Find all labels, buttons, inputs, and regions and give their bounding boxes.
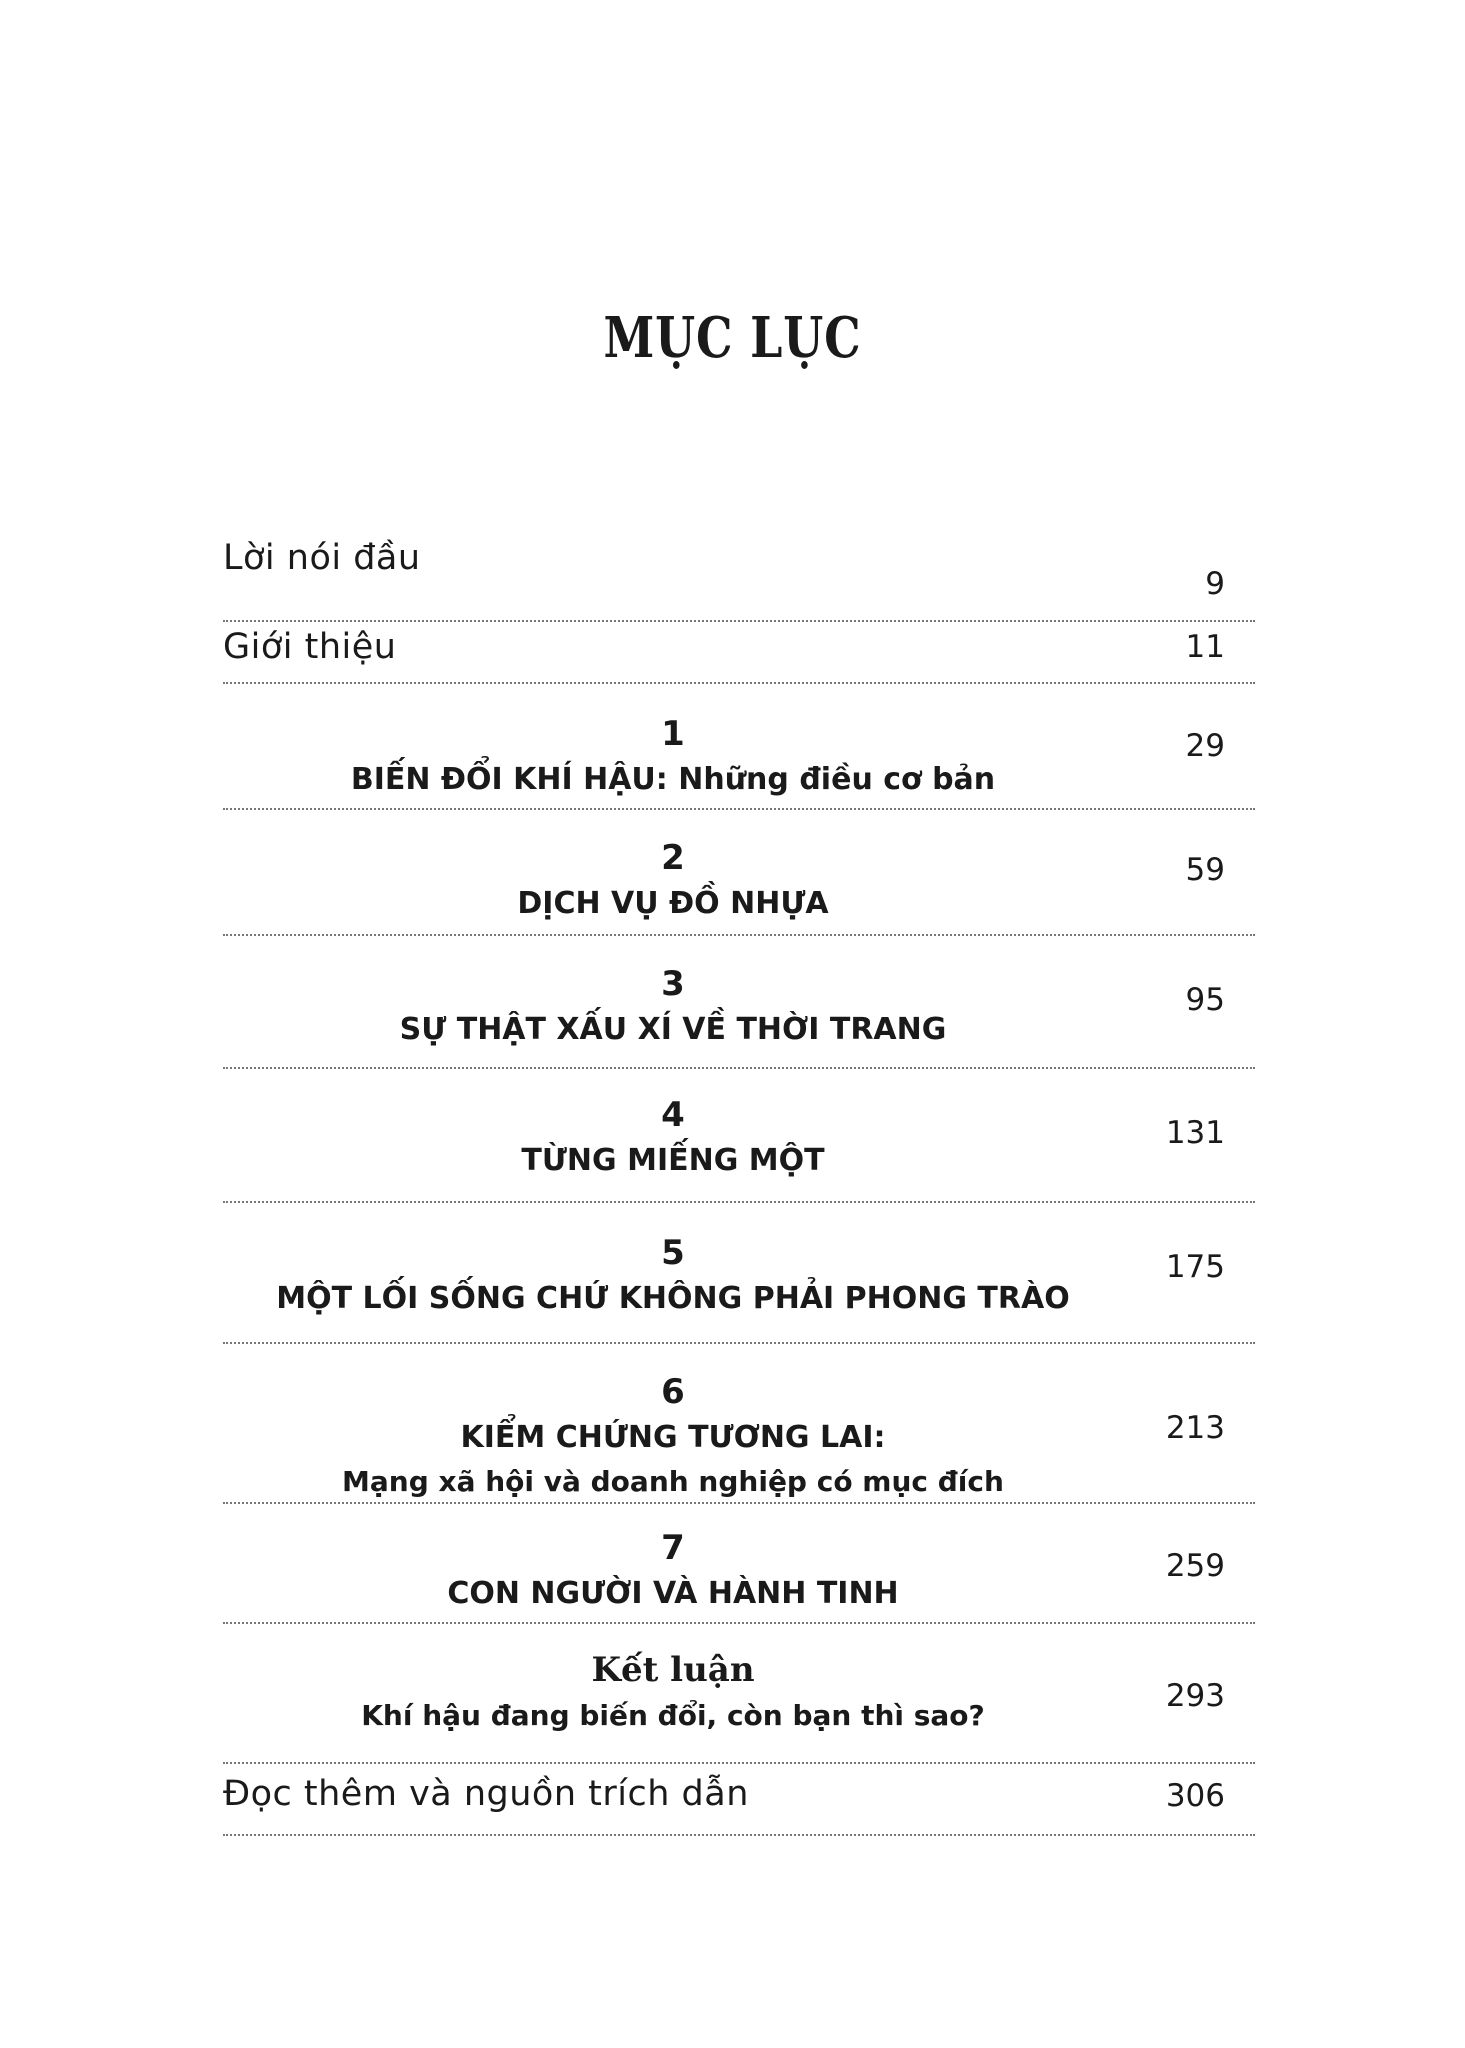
toc-entry-label: Lời nói đầu: [223, 538, 421, 578]
toc-entry-chapter-2[interactable]: [223, 810, 1255, 936]
toc-entry-label: Đọc thêm và nguồn trích dẫn: [223, 1774, 749, 1814]
chapter-number: 7: [661, 1528, 685, 1568]
conclusion-subtitle: Khí hậu đang biến đổi, còn bạn thì sao?: [361, 1699, 985, 1732]
toc-page-number: 11: [1185, 629, 1225, 665]
toc-page-number: 293: [1165, 1678, 1225, 1714]
toc-entry-chapter-7[interactable]: [223, 1504, 1255, 1624]
toc-page-number: 29: [1185, 728, 1225, 764]
chapter-number: 6: [661, 1372, 685, 1412]
toc-entry-foreword[interactable]: [223, 520, 1255, 622]
chapter-title: SỰ THẬT XẤU XÍ VỀ THỜI TRANG: [399, 1012, 947, 1047]
chapter-title: KIỂM CHỨNG TƯƠNG LAI:: [460, 1420, 886, 1455]
toc-page-number: 131: [1165, 1115, 1225, 1151]
toc-entry-chapter-1[interactable]: [223, 684, 1255, 810]
toc-page-number: 9: [1205, 566, 1225, 602]
toc-page-number: 213: [1165, 1410, 1225, 1446]
toc-page-number: 306: [1165, 1778, 1225, 1814]
chapter-number: 4: [661, 1095, 685, 1135]
chapter-number: 3: [661, 964, 685, 1004]
toc-entry-chapter-3[interactable]: [223, 936, 1255, 1069]
toc-entry-chapter-4[interactable]: [223, 1069, 1255, 1203]
toc-page-number: 59: [1185, 852, 1225, 888]
toc-entry-label: Giới thiệu: [223, 627, 397, 667]
chapter-title: CON NGƯỜI VÀ HÀNH TINH: [447, 1576, 899, 1611]
conclusion-heading: Kết luận: [591, 1650, 755, 1690]
toc-entry-chapter-5[interactable]: [223, 1203, 1255, 1344]
toc-entry-chapter-6[interactable]: [223, 1344, 1255, 1504]
toc-entry-introduction[interactable]: [223, 622, 1255, 684]
page-title: MỤC LỤC: [603, 305, 862, 371]
chapter-title: DỊCH VỤ ĐỒ NHỰA: [517, 886, 829, 921]
table-of-contents: [223, 520, 1255, 1836]
toc-entry-conclusion[interactable]: [223, 1624, 1255, 1764]
chapter-title: TỪNG MIẾNG MỘT: [521, 1143, 825, 1178]
chapter-title: MỘT LỐI SỐNG CHỨ KHÔNG PHẢI PHONG TRÀO: [276, 1281, 1070, 1316]
chapter-number: 1: [661, 714, 685, 754]
toc-page-number: 259: [1165, 1548, 1225, 1584]
toc-page-number: 95: [1185, 982, 1225, 1018]
chapter-number: 5: [661, 1233, 685, 1273]
toc-entry-further-reading[interactable]: [223, 1764, 1255, 1836]
chapter-subtitle: Mạng xã hội và doanh nghiệp có mục đích: [342, 1465, 1004, 1498]
toc-page-number: 175: [1165, 1249, 1225, 1285]
chapter-title: BIẾN ĐỔI KHÍ HẬU: Những điều cơ bản: [350, 762, 996, 797]
chapter-number: 2: [661, 838, 685, 878]
